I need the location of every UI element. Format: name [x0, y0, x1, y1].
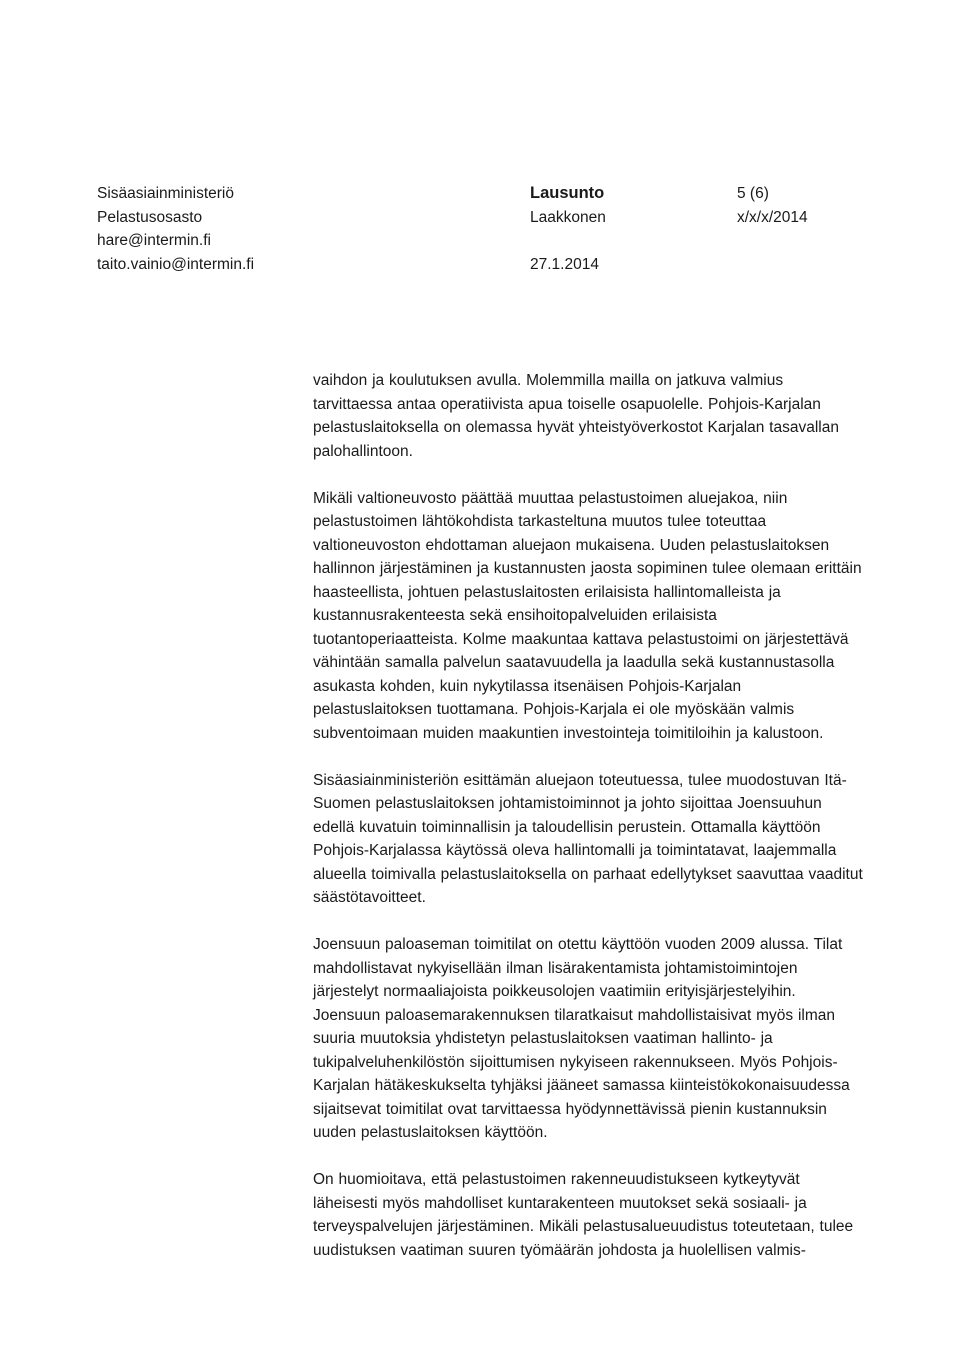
body-paragraph: Joensuun paloaseman toimitilat on otettu käyttöön vuoden 2009 alussa. Tilat mahdollistavat nykyisellään ilman lisärakentamista johtamistoimintojen järjestelyt normaaliajoista poikkeusolojen vaatimiin erityisjärjestelyihin. Joensuun paloasemarakennuksen tilaratkaisut mahdollistaisivat myös ilman suuria muutoksia yhdistetyn pelastuslaitoksen vaatiman hallinto- ja tukipalveluhenkilöstön sijoittumisen nykyiseen rakennukseen. Myös Pohjois-Karjalan hätäkeskukselta tyhjäksi jääneet samassa kiinteistökokonaisuudessa sijaitsevat toimitilat ovat tarvittaessa hyödynnettävissä pienin kustannuksin uuden pelastuslaitoksen käyttöön.	[313, 936, 850, 1141]
sender-block	[97, 182, 254, 276]
sender-email-1: hare@intermin.fi	[97, 232, 211, 249]
body-paragraph: Mikäli valtioneuvosto päättää muuttaa pelastustoimen aluejakoa, niin pelastustoimen lähtökohdista tarkasteltuna muutos tulee toteuttaa valtioneuvoston ehdottaman aluejaon mukaisena. Uuden pelastuslaitoksen hallinnon järjestäminen ja kustannusten jaosta sopiminen tulee olemaan erittäin haasteellista, johtuen pelastuslaitosten erilaisista hallintomalleista ja kustannusrakenteesta sekä ensihoitopalveluiden erilaisista tuotantoperiaatteista. Kolme maakuntaa kattava pelastustoimi on järjestettävä vähintään samalla palvelun saatavuudella ja laadulla sekä kustannustasolla asukasta kohden, kuin nykytilassa itsenäisen Pohjois-Karjalan pelastuslaitoksen tuottamana. Pohjois-Karjala ei ole myöskään valmis subventoimaan muiden maakuntien investointeja toimitiloihin ja kalustoon.	[313, 489, 862, 742]
body-paragraph: vaihdon ja koulutuksen avulla. Molemmilla mailla on jatkuva valmius tarvittaessa antaa operatiivista apua toiselle osapuolelle. Pohjois-Karjalan pelastuslaitoksella on olemassa hyvät yhteistyöverkostot Karjalan tasavallan palohallintoon.	[313, 372, 839, 460]
sender-department: Pelastusosasto	[97, 208, 203, 226]
sender-email-2: taito.vainio@intermin.fi	[97, 255, 255, 273]
document-body	[313, 369, 863, 1286]
body-paragraph: Sisäasiainministeriön esittämän aluejaon toteutuessa, tulee muodostuvan Itä-Suomen pelastuslaitoksen johtamistoiminnot ja johto sijoittaa Joensuuhun edellä kuvatuin toiminnallisin ja taloudellisin perustein. Ottamalla käyttöön Pohjois-Karjalassa käytössä oleva hallintomalli ja toimintatavat, laajemmalla alueella toimivalla pelastuslaitoksella on parhaat edellytykset saavuttaa vaaditut säästötavoitteet.	[313, 771, 863, 906]
document-type: Lausunto	[530, 184, 605, 202]
page-number: 5 (6)	[737, 185, 769, 202]
document-status: Laakkonen	[530, 208, 606, 226]
body-paragraph: On huomioitava, että pelastustoimen rakenneuudistukseen kytkeytyvät läheisesti myös mahdolliset kuntarakenteen muutokset sekä sosiaali- ja terveyspalvelujen järjestäminen. Mikäli pelastusalueuudistus toteutetaan, tulee uudistuksen vaatiman suuren työmäärän johdosta ja huolellisen valmis-	[313, 1171, 854, 1259]
document-reference: x/x/x/2014	[737, 208, 808, 226]
sender-organization: Sisäasiainministeriö	[97, 185, 234, 202]
page-info	[737, 182, 808, 229]
document-meta	[530, 182, 606, 276]
document-date: 27.1.2014	[530, 255, 599, 273]
